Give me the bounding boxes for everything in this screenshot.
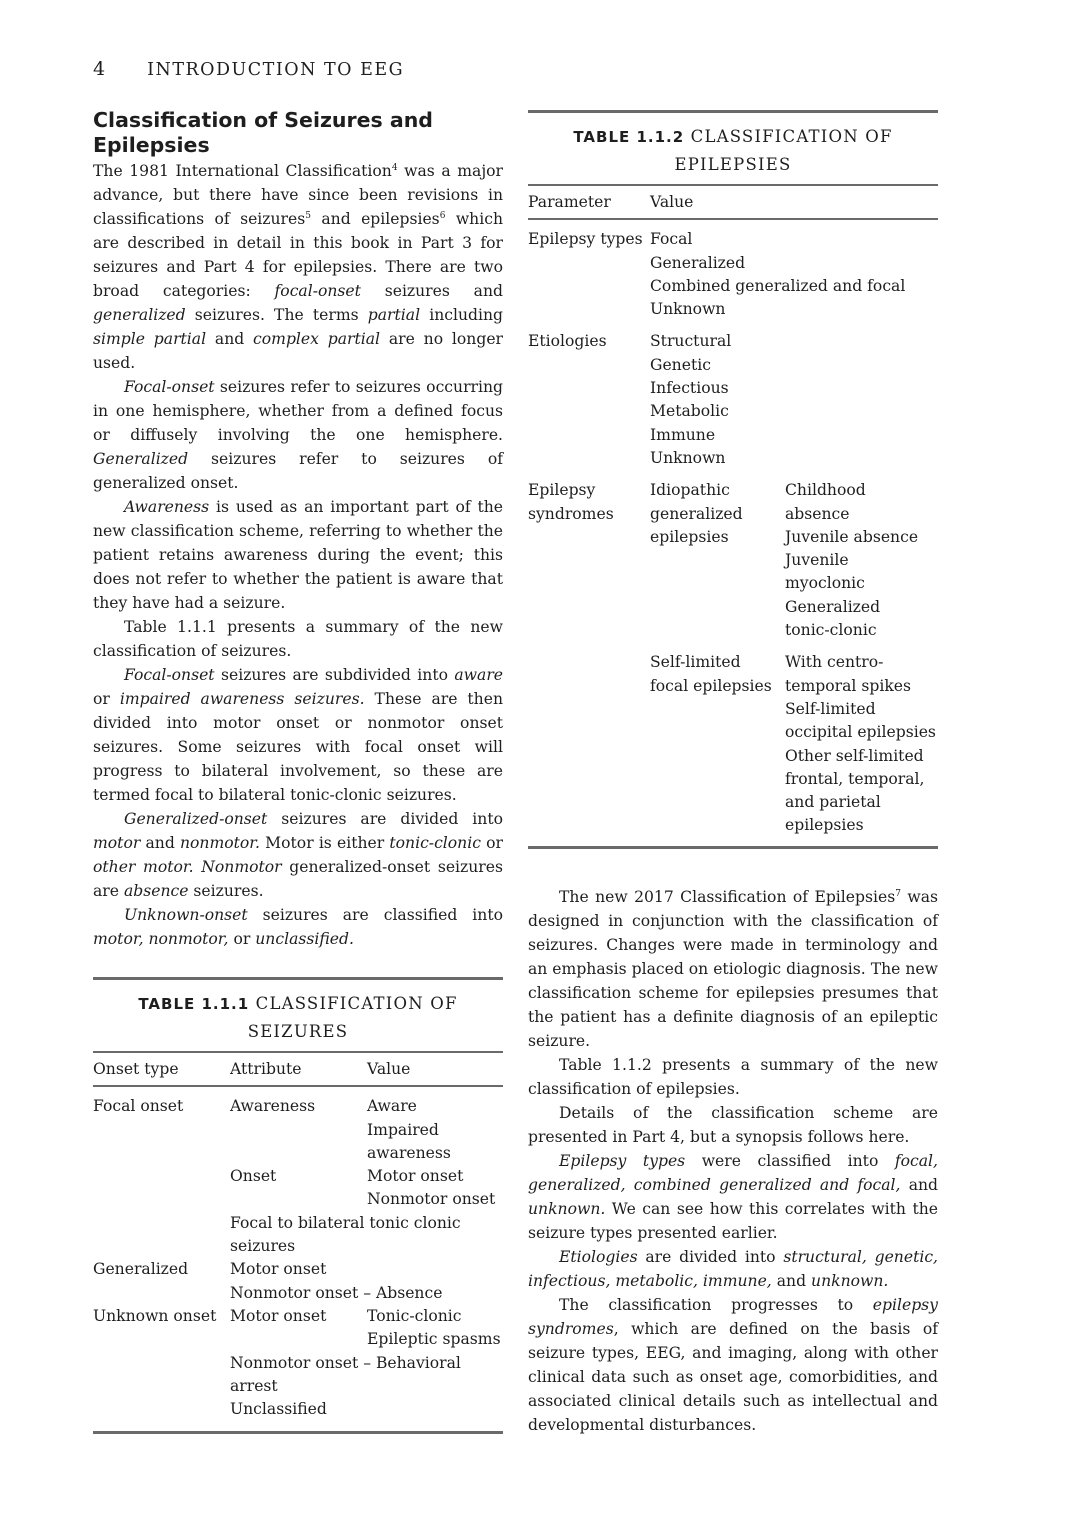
table-row: Epilepsy syndromes Idiopathic generalized epilepsies Childhood absence Juvenile absence Juvenile myoclonic Generalized tonic-clonic bbox=[528, 481, 919, 640]
table-bottom-rule bbox=[528, 846, 938, 849]
table-caption: TABLE 1.1.2 CLASSIFICATION OF EPILEPSIES bbox=[573, 127, 893, 174]
page-number: 4 bbox=[93, 58, 106, 80]
table-row: Etiologies Structural Genetic Infectious Metabolic Immune Unknown bbox=[528, 332, 732, 467]
table-row: Focal onset Awareness Aware Impaired awareness bbox=[93, 1097, 451, 1162]
paragraph-13: The classification progresses to epilepsy syndromes, which are defined on the basis of seizure types, EEG, and imaging, along with other clinical data such as onset age, comorbidities, and associated clinical details such as intellectual and developmental disturbances. bbox=[528, 1296, 938, 1434]
paragraph-10: Details of the classification scheme are presented in Part 4, but a synopsis follows here. bbox=[528, 1104, 938, 1146]
table-row: Nonmotor onset – Behavioral arrest Unclassified bbox=[230, 1353, 461, 1419]
running-head bbox=[93, 58, 404, 80]
left-column bbox=[93, 108, 503, 951]
paragraph-1: The 1981 International Classification$^4$ was a major advance, but there have since been revisions in classifications of seizures$^5$ and epilepsies$^6$ which are described in detail in this book in Part 3 for seizures and Part 4 for epilepsies. There are two broad categories: focal-onset seizures and generalized seizures. The terms partial including simple partial and complex partial are no longer used. bbox=[93, 162, 504, 372]
table-header-row bbox=[528, 184, 938, 220]
column-header: Onset type bbox=[93, 1060, 179, 1078]
table-row: Focal to bilateral tonic clonic seizures bbox=[230, 1213, 461, 1256]
column-header: Value bbox=[367, 1060, 411, 1078]
table-classification-of-epilepsies bbox=[528, 110, 938, 849]
paragraph-11: Epilepsy types were classified into focal, generalized, combined generalized and focal, and unknown. We can see how this correlates with the seizure types presented earlier. bbox=[528, 1152, 939, 1242]
paragraph-9: Table 1.1.2 presents a summary of the new classification of epilepsies. bbox=[528, 1056, 938, 1098]
paragraph-5: Focal-onset seizures are subdivided into aware or impaired awareness seizures. These are then divided into motor onset or nonmotor onset seizures. Some seizures with focal onset will progress to bilateral involvement, so these are termed focal to bilateral tonic-clonic seizures. bbox=[93, 666, 503, 804]
table-row: Unknown onset Motor onset Tonic-clonic Epileptic spasms bbox=[93, 1306, 501, 1349]
table-header-row bbox=[93, 1051, 503, 1087]
table-row: Generalized Motor onset Nonmotor onset – Absence bbox=[93, 1260, 443, 1302]
table-row: Epilepsy types Focal Generalized Combined generalized and focal Unknown bbox=[528, 230, 906, 319]
right-column bbox=[528, 885, 938, 1437]
paragraph-7: Unknown-onset seizures are classified into motor, nonmotor, or unclassified. bbox=[93, 906, 503, 948]
paragraph-4: Table 1.1.1 presents a summary of the new classification of seizures. bbox=[93, 618, 503, 660]
paragraph-2: Focal-onset seizures refer to seizures occurring in one hemisphere, whether from a defined focus or diffusely involving the one hemisphere. Generalized seizures refer to seizures of generalized onset. bbox=[93, 378, 503, 492]
paragraph-12: Etiologies are divided into structural, genetic, infectious, metabolic, immune, and unknown. bbox=[528, 1248, 939, 1290]
table-bottom-rule bbox=[93, 1431, 503, 1434]
column-header: Attribute bbox=[230, 1060, 302, 1078]
running-title: INTRODUCTION TO EEG bbox=[147, 60, 405, 80]
paragraph-3: Awareness is used as an important part of the new classification scheme, referring to whether the patient retains awareness during the event; this does not refer to whether the patient is aware that they have had a seizure. bbox=[93, 498, 503, 612]
paragraph-6: Generalized-onset seizures are divided into motor and nonmotor. Motor is either tonic-clonic or other motor. Nonmotor generalized-onset seizures are absence seizures. bbox=[93, 810, 503, 900]
section-heading: Classification of Seizures and Epilepsies bbox=[93, 108, 433, 157]
table-classification-of-seizures bbox=[93, 977, 503, 1434]
paragraph-8: The new 2017 Classification of Epilepsies$^7$ was designed in conjunction with the classification of seizures. Changes were made in terminology and an emphasis placed on etiologic diagnosis. The new classification scheme for epilepsies presumes that the patient has a definite diagnosis of an epileptic seizure. bbox=[528, 888, 938, 1050]
column-header: Value bbox=[650, 193, 694, 211]
table-row: Self-limited focal epilepsies With centro- temporal spikes Self-limited occipital epilepsies Other self-limited frontal, temporal, and parietal epilepsies bbox=[650, 653, 936, 835]
column-header: Parameter bbox=[528, 193, 611, 211]
table-caption: TABLE 1.1.1 CLASSIFICATION OF SEIZURES bbox=[138, 994, 458, 1041]
table-row: Onset Motor onset Nonmotor onset bbox=[230, 1167, 496, 1209]
